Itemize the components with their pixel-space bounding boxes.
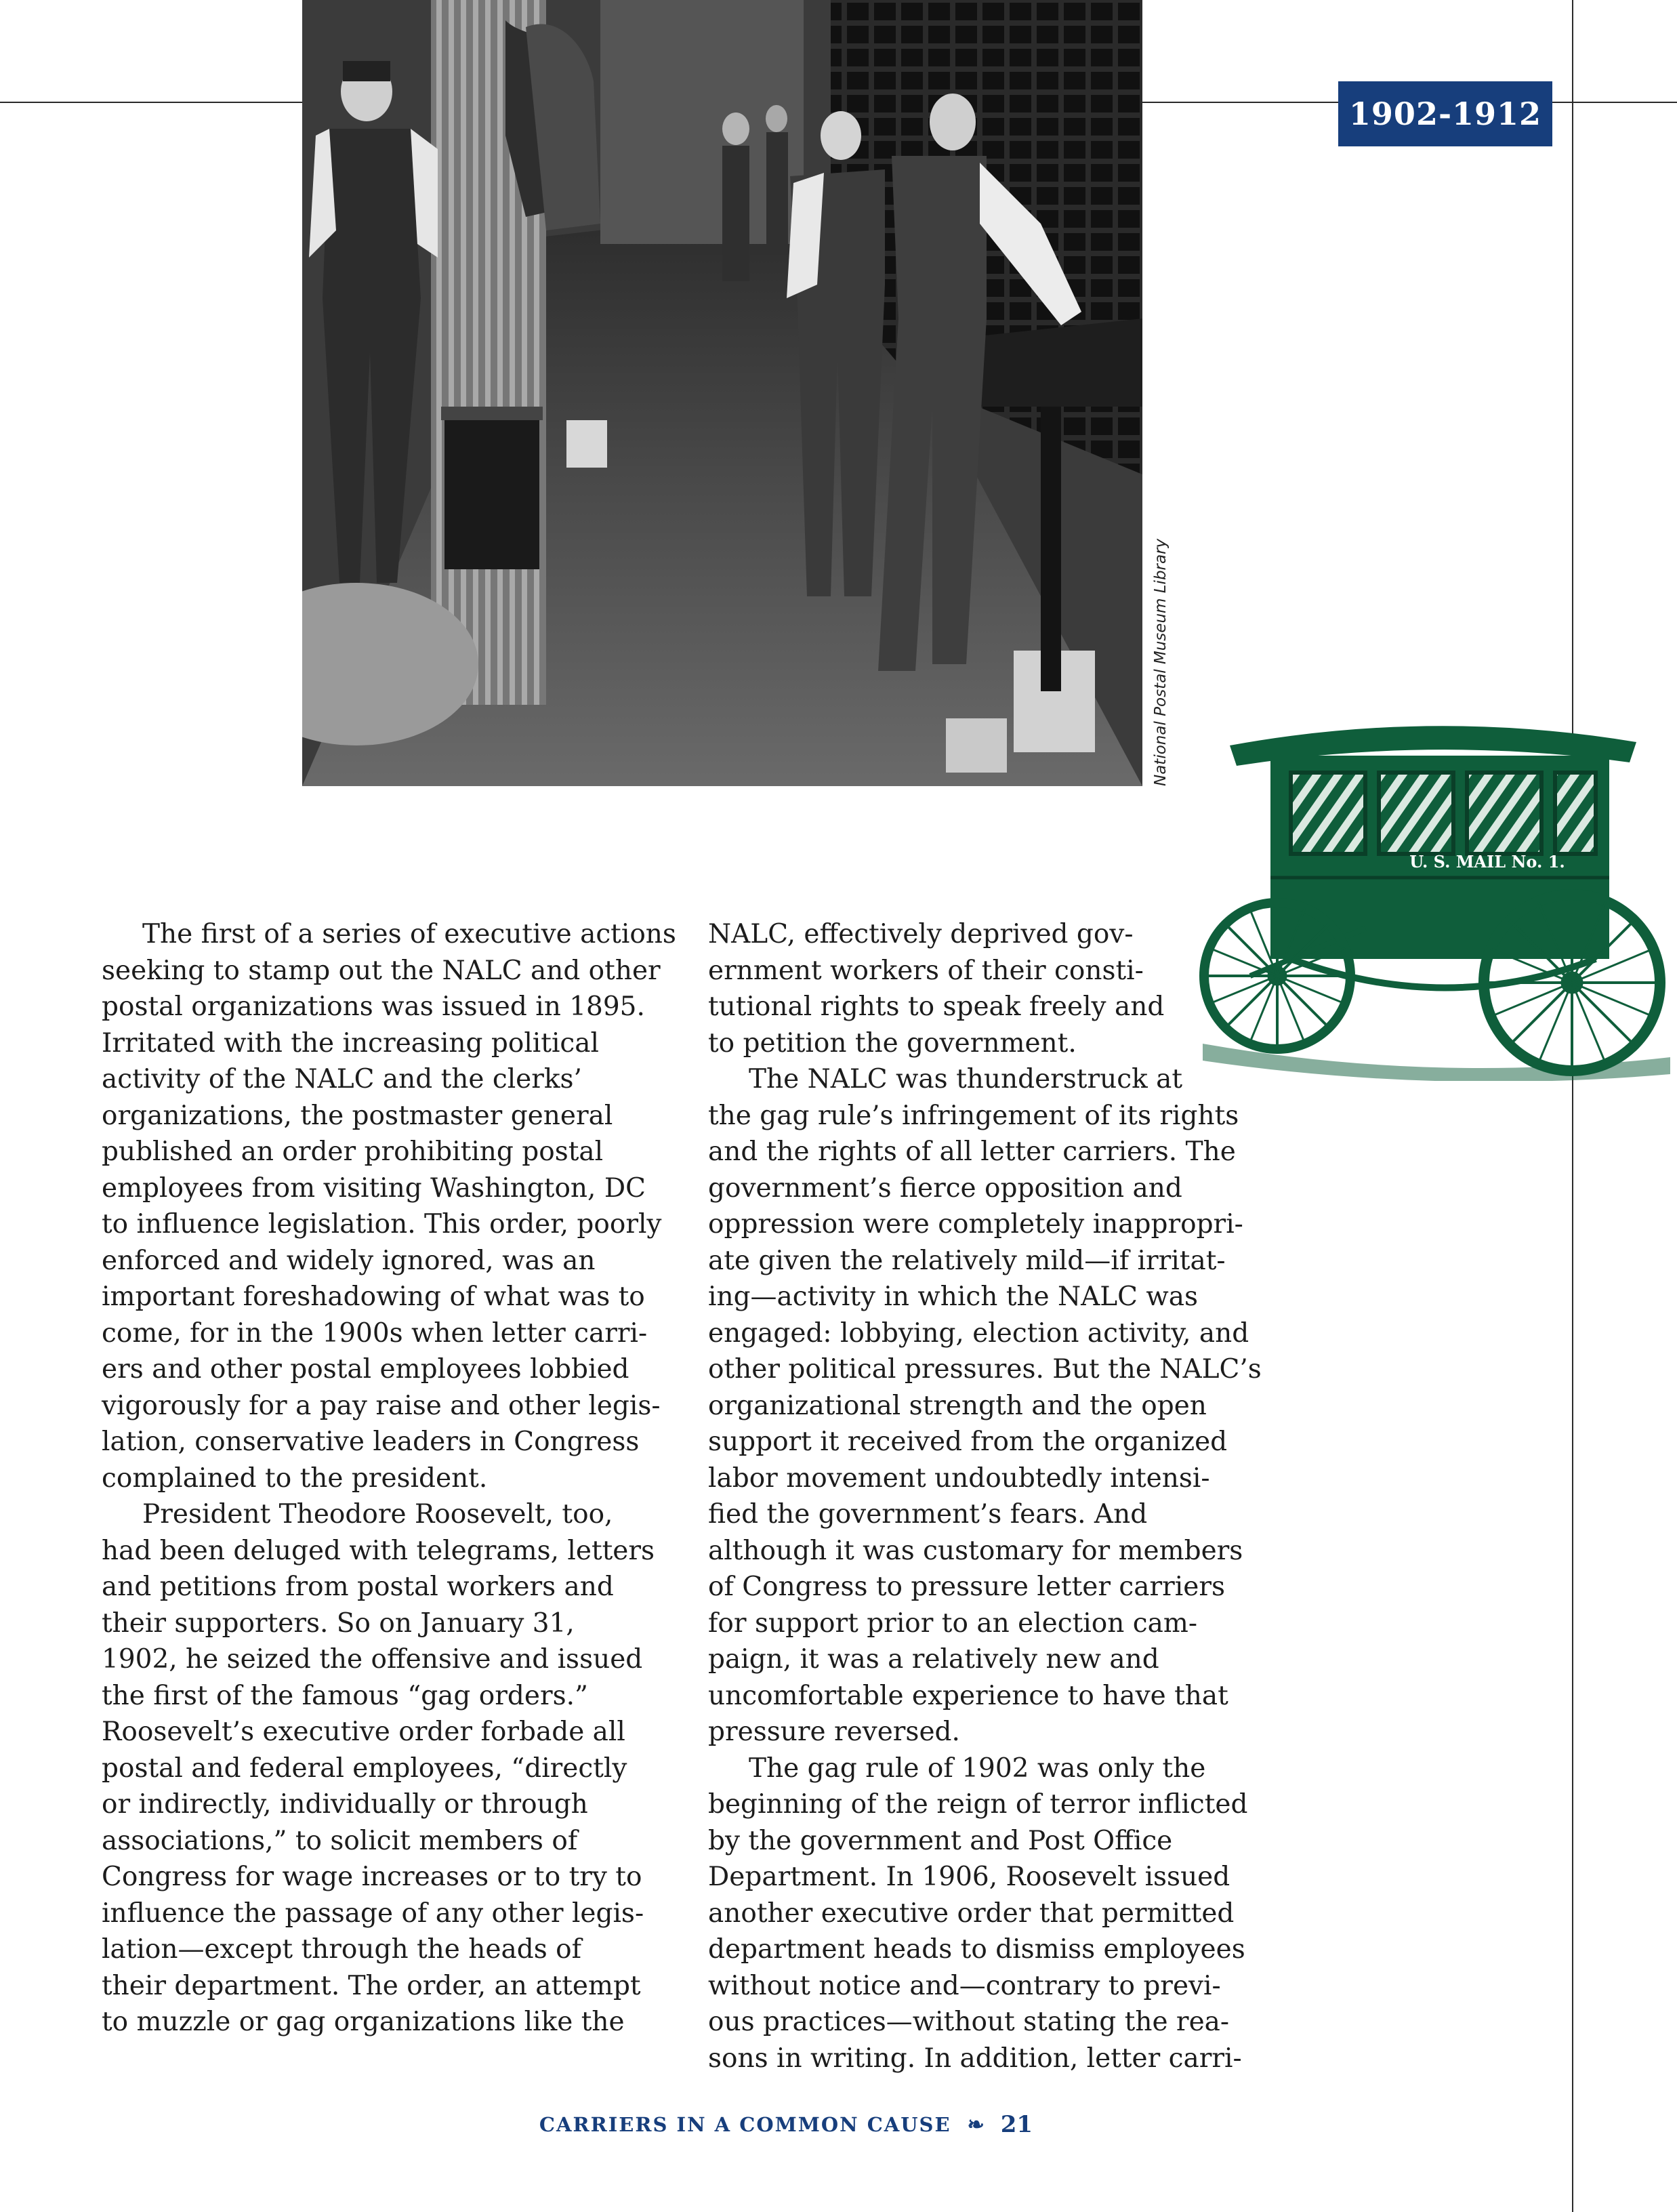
page-number: 21 bbox=[1000, 2111, 1033, 2138]
text-line: paign, it was a relatively new and bbox=[708, 1644, 1159, 1675]
text-line: to influence legislation. This order, poorly bbox=[102, 1209, 662, 1240]
page-footer bbox=[0, 2104, 1572, 2145]
text-line: Department. In 1906, Roosevelt issued bbox=[708, 1862, 1230, 1892]
text-line: ers and other postal employees lobbied bbox=[102, 1354, 629, 1385]
leaf-ornament-icon: ❧ bbox=[967, 2112, 985, 2137]
text-line: their supporters. So on January 31, bbox=[102, 1607, 575, 1639]
text-line: 1902, he seized the offensive and issued bbox=[102, 1644, 643, 1675]
text-line: seeking to stamp out the NALC and other bbox=[102, 955, 661, 986]
text-line: organizational strength and the open bbox=[708, 1390, 1207, 1421]
year-range-tab: 1902-1912 bbox=[1338, 81, 1552, 146]
text-line: important foreshadowing of what was to bbox=[102, 1282, 645, 1312]
text-line: Irritated with the increasing political bbox=[102, 1027, 599, 1059]
text-line: The gag rule of 1902 was only the bbox=[749, 1753, 1206, 1784]
postal-sorting-room-photo bbox=[302, 0, 1142, 786]
text-line: the gag rule’s infringement of its rights bbox=[708, 1100, 1239, 1131]
text-line: uncomfortable experience to have that bbox=[708, 1680, 1228, 1711]
text-line: department heads to dismiss employees bbox=[708, 1934, 1245, 1965]
text-line: President Theodore Roosevelt, too, bbox=[142, 1499, 613, 1530]
text-line: of Congress to pressure letter carriers bbox=[708, 1572, 1225, 1602]
text-line: tutional rights to speak freely and bbox=[708, 991, 1165, 1022]
text-line: sons in writing. In addition, letter carri- bbox=[708, 2043, 1242, 2074]
text-line: support it received from the organized bbox=[708, 1427, 1228, 1457]
body-column-right bbox=[708, 916, 1270, 2076]
text-line: by the government and Post Office bbox=[708, 1825, 1173, 1856]
text-line: pressure reversed. bbox=[708, 1717, 960, 1747]
text-line: associations,” to solicit members of bbox=[102, 1825, 578, 1856]
text-line: The first of a series of executive actions bbox=[142, 919, 676, 949]
text-line: vigorously for a pay raise and other legis- bbox=[102, 1390, 661, 1421]
text-line: and the rights of all letter carriers. The bbox=[708, 1136, 1236, 1167]
text-line: published an order prohibiting postal bbox=[102, 1136, 604, 1167]
text-line: to petition the government. bbox=[708, 1027, 1077, 1059]
text-line: influence the passage of any other legis- bbox=[102, 1898, 644, 1929]
text-line: beginning of the reign of terror inflicted bbox=[708, 1789, 1248, 1820]
text-line: postal and federal employees, “directly bbox=[102, 1753, 627, 1784]
text-line: another executive order that permitted bbox=[708, 1898, 1235, 1929]
text-line: oppression were completely inappropri- bbox=[708, 1209, 1243, 1240]
text-line: Roosevelt’s executive order forbade all bbox=[102, 1717, 625, 1747]
text-line: enforced and widely ignored, was an bbox=[102, 1245, 596, 1276]
text-line: without notice and—contrary to previ- bbox=[708, 1970, 1221, 2001]
text-line: postal organizations was issued in 1895. bbox=[102, 991, 645, 1022]
text-line: ernment workers of their consti- bbox=[708, 955, 1144, 986]
text-line: ing—activity in which the NALC was bbox=[708, 1282, 1199, 1312]
text-line: lation—except through the heads of bbox=[102, 1934, 582, 1965]
text-line: ate given the relatively mild—if irritat- bbox=[708, 1245, 1226, 1276]
text-line: activity of the NALC and the clerks’ bbox=[102, 1064, 582, 1094]
photo-credit: National Postal Museum Library bbox=[1152, 538, 1169, 786]
text-line: government’s fierce opposition and bbox=[708, 1172, 1182, 1204]
text-line: although it was customary for members bbox=[708, 1535, 1243, 1566]
text-line: fied the government’s fears. And bbox=[708, 1499, 1148, 1530]
text-line: engaged: lobbying, election activity, and bbox=[708, 1317, 1249, 1349]
text-line: The NALC was thunderstruck at bbox=[749, 1064, 1183, 1094]
text-line: Congress for wage increases or to try to bbox=[102, 1862, 642, 1892]
text-line: organizations, the postmaster general bbox=[102, 1100, 613, 1131]
text-line: complained to the president. bbox=[102, 1462, 488, 1494]
text-line: come, for in the 1900s when letter carri- bbox=[102, 1317, 648, 1349]
text-line: to muzzle or gag organizations like the bbox=[102, 2007, 625, 2037]
text-line: lation, conservative leaders in Congress bbox=[102, 1427, 640, 1457]
text-line: ous practices—without stating the rea- bbox=[708, 2007, 1230, 2037]
body-column-left bbox=[102, 916, 676, 2041]
text-line: NALC, effectively deprived gov- bbox=[708, 919, 1134, 949]
text-line: or indirectly, individually or through bbox=[102, 1789, 588, 1820]
text-line: labor movement undoubtedly intensi- bbox=[708, 1462, 1210, 1494]
wagon-label: U. S. MAIL No. 1. bbox=[1409, 852, 1565, 872]
header-rule-left bbox=[0, 102, 302, 103]
footer-title: CARRIERS IN A COMMON CAUSE bbox=[539, 2113, 951, 2136]
text-line: other political pressures. But the NALC’s bbox=[708, 1354, 1262, 1385]
margin-rule bbox=[1572, 0, 1573, 2212]
text-line: had been deluged with telegrams, letters bbox=[102, 1535, 655, 1566]
text-line: their department. The order, an attempt bbox=[102, 1970, 641, 2001]
text-line: and petitions from postal workers and bbox=[102, 1572, 614, 1602]
text-line: employees from visiting Washington, DC bbox=[102, 1172, 646, 1204]
text-line: for support prior to an election cam- bbox=[708, 1607, 1197, 1639]
text-line: the first of the famous “gag orders.” bbox=[102, 1680, 588, 1711]
